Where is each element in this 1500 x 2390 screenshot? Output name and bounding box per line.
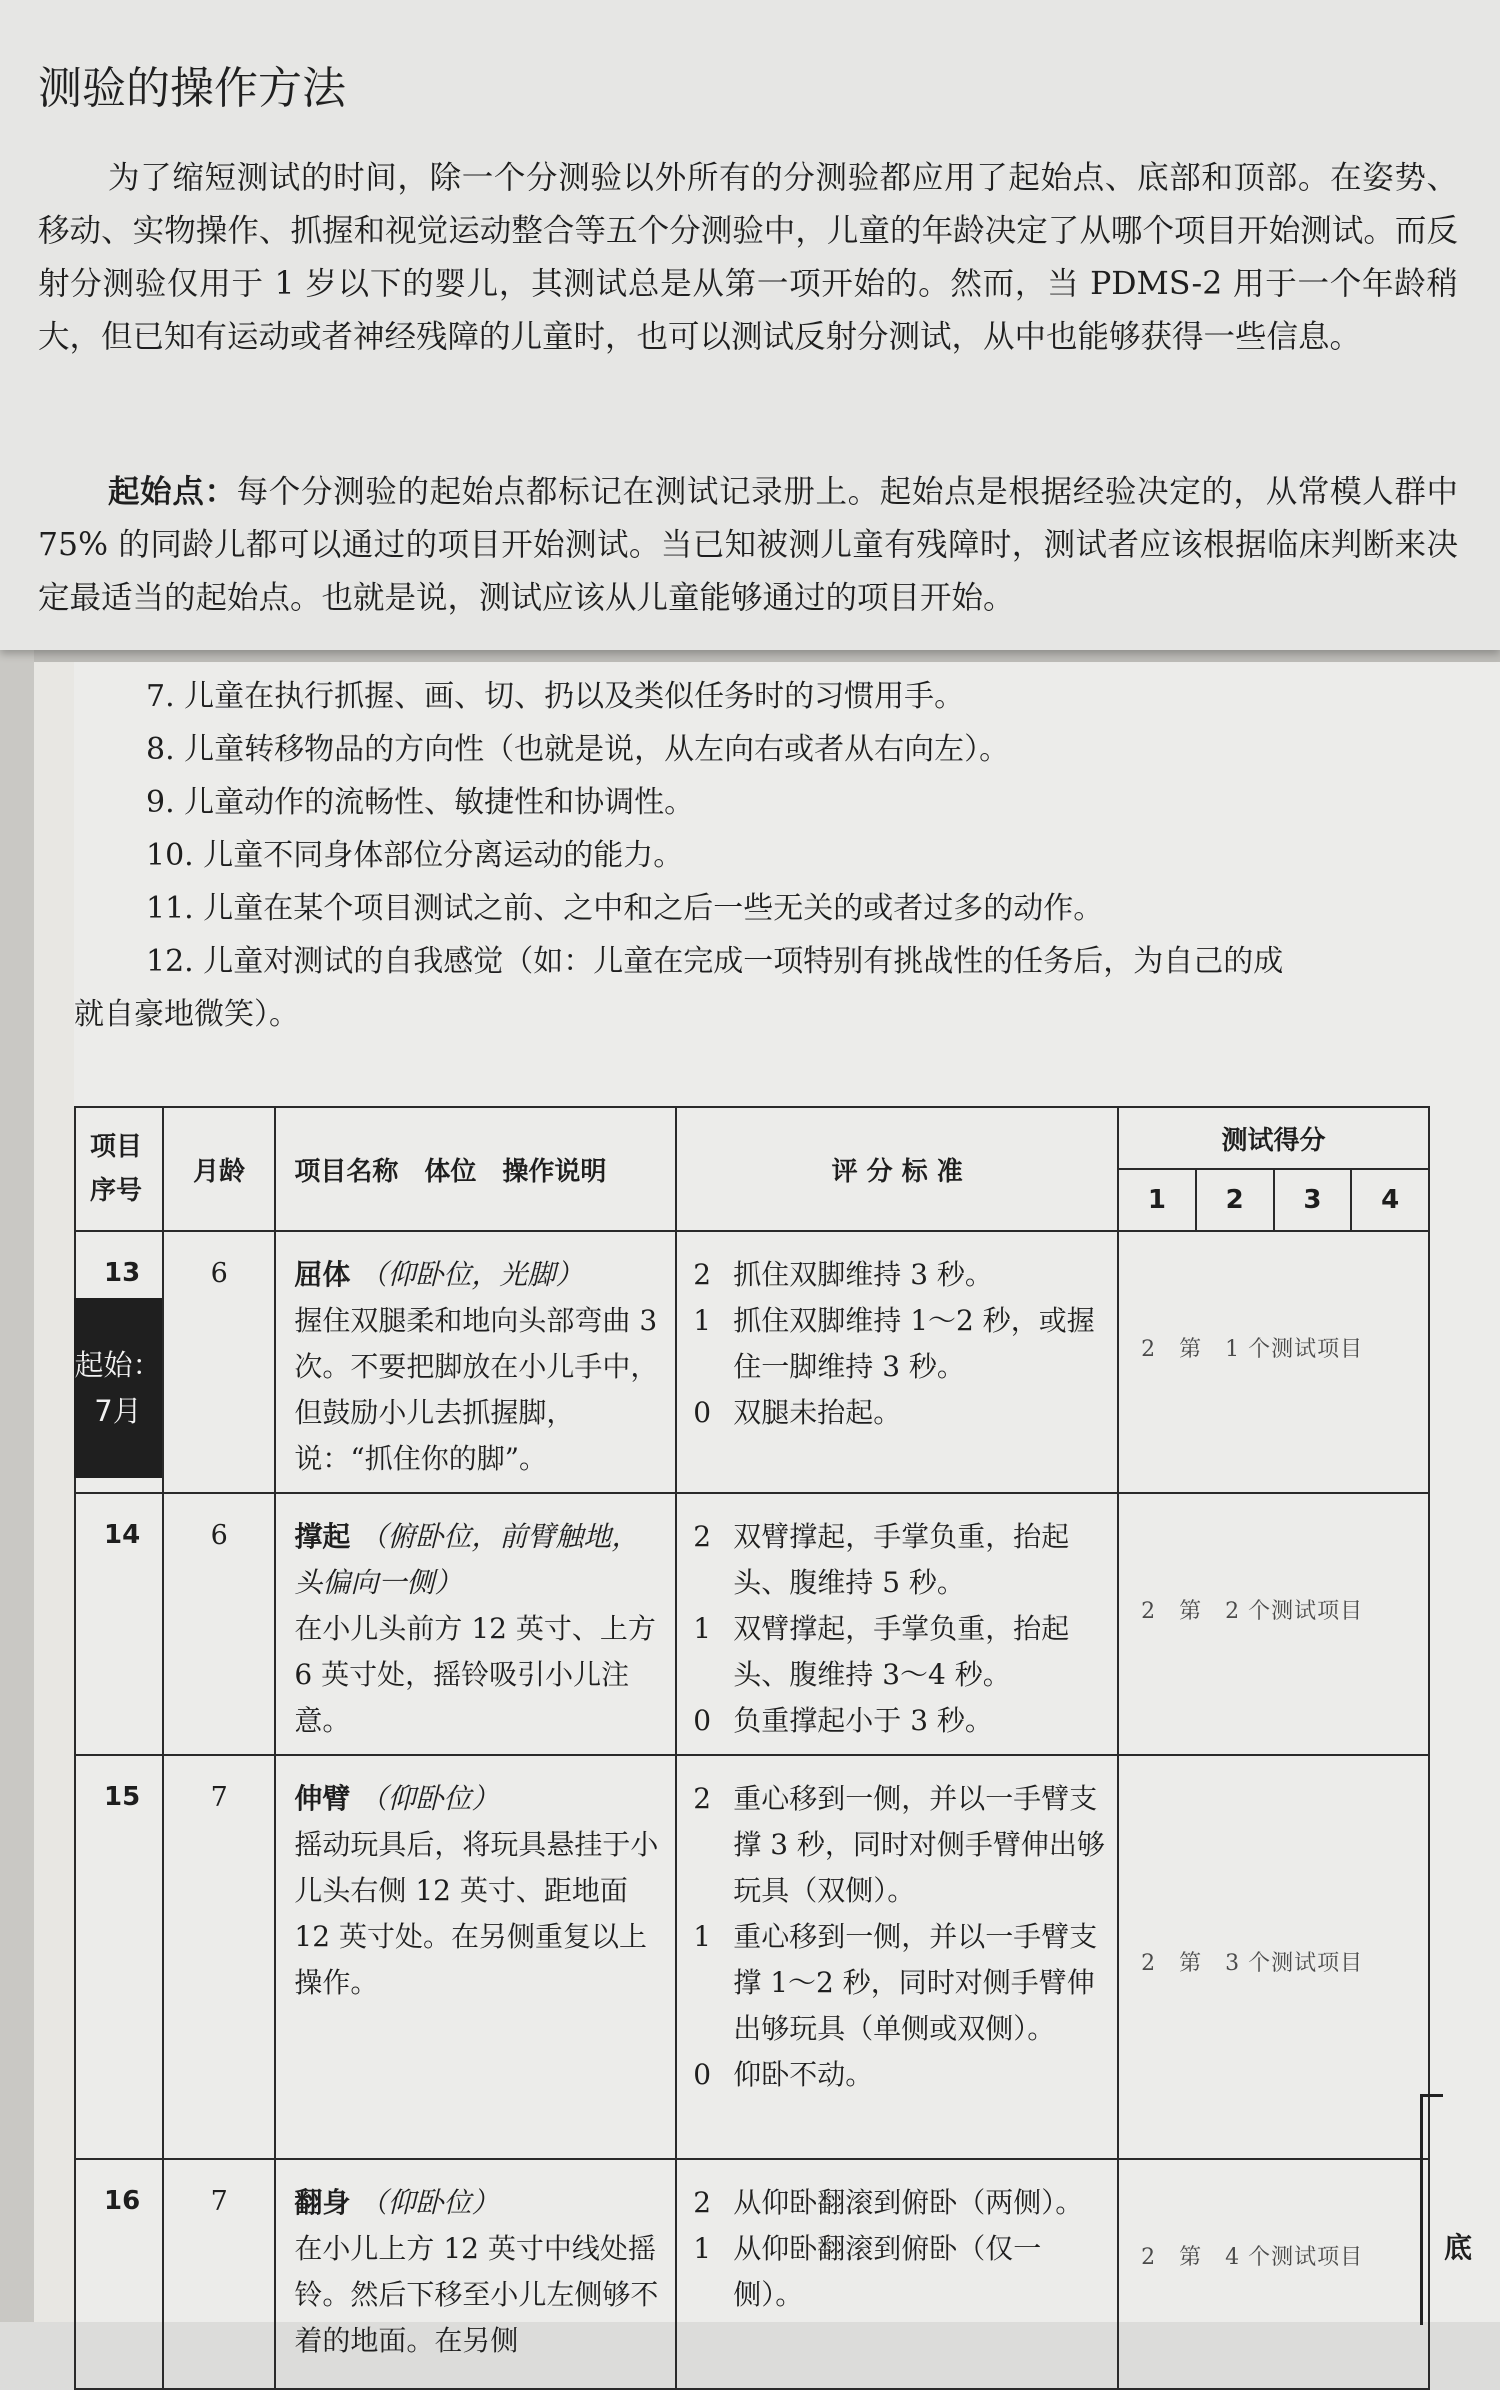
criteria-text: 抓住双脚维持 1～2 秒，或握住一脚维持 3 秒。: [733, 1304, 1095, 1383]
criteria-score: 2: [693, 1520, 712, 1553]
handwritten-note: 2 第 3 个测试项目: [1141, 1951, 1364, 1976]
list-item-continuation-text: 就自豪地微笑）。: [74, 997, 299, 1032]
observation-list: [74, 670, 1500, 1041]
criteria-score: 0: [693, 2058, 712, 2091]
header-criteria: 评 分 标 准: [676, 1107, 1118, 1231]
criteria-score: 2: [693, 1782, 712, 1815]
list-item-continuation: [74, 988, 1500, 1041]
start-badge: [74, 1298, 162, 1478]
start-badge-line2: 7月: [94, 1394, 142, 1428]
criteria-text: 抓住双脚维持 3 秒。: [733, 1258, 993, 1291]
item-number: 15: [104, 1782, 141, 1812]
handwritten-note: 2 第 1 个测试项目: [1141, 1337, 1364, 1362]
description-cell: [275, 1231, 676, 1493]
item-number: 14: [104, 1520, 141, 1550]
criteria-text: 从仰卧翻滚到俯卧（两侧）。: [733, 2186, 1084, 2219]
table-row: [75, 1755, 1429, 2159]
list-item: 8. 儿童转移物品的方向性（也就是说，从左向右或者从右向左）。: [146, 732, 1010, 767]
item-number: 13: [104, 1258, 141, 1288]
description-cell: [275, 1755, 676, 2159]
page-edge-lower: [34, 660, 75, 2322]
handwritten-note: 2 第 2 个测试项目: [1141, 1599, 1364, 1624]
score-cell[interactable]: [1118, 1493, 1429, 1755]
criteria-score: 1: [693, 1920, 712, 1953]
criteria-score: 1: [693, 2232, 712, 2265]
criteria-text: 双臂撑起，手掌负重，抬起头、腹维持 5 秒。: [733, 1520, 1070, 1599]
header-item-no-line1: 项目: [90, 1132, 143, 1162]
header-score-4: 4: [1351, 1169, 1429, 1231]
item-position: （俯卧位，前臂触地，头偏向一侧）: [294, 1520, 640, 1599]
criteria-text: 仰卧不动。: [733, 2058, 874, 2091]
item-instructions: 握住双腿柔和地向头部弯曲 3 次。不要把脚放在小儿手中，但鼓励小儿去抓握脚，说：“抓住你的脚”。: [294, 1304, 659, 1475]
description-cell: [275, 1493, 676, 1755]
item-number: 16: [104, 2186, 141, 2216]
header-score-1: 1: [1118, 1169, 1196, 1231]
age-cell: 7: [163, 1755, 275, 2159]
item-position: （仰卧位，光脚）: [359, 1258, 584, 1291]
criteria-text: 从仰卧翻滚到俯卧（仅一侧）。: [733, 2232, 1042, 2311]
header-item-no-line2: 序号: [90, 1176, 143, 1206]
criteria-text: 重心移到一侧，并以一手臂支撑 3 秒，同时对侧手臂伸出够玩具（双侧）。: [733, 1782, 1105, 1907]
header-item-no: [75, 1107, 163, 1231]
criteria-text: 负重撑起小于 3 秒。: [733, 1704, 993, 1737]
table-row: [75, 1231, 1429, 1493]
score-cell[interactable]: [1118, 1231, 1429, 1493]
handwritten-note: 2 第 4 个测试项目: [1141, 2245, 1364, 2270]
item-instructions: 摇动玩具后，将玩具悬挂于小儿头右侧 12 英寸、距地面 12 英寸处。在另侧重复以上操作。: [294, 1828, 659, 1999]
criteria-score: 2: [693, 1258, 712, 1291]
item-instructions: 在小儿上方 12 英寸中线处摇铃。然后下移至小儿左侧够不着的地面。在另侧: [294, 2232, 659, 2357]
age-cell: 6: [163, 1231, 275, 1493]
list-item: 9. 儿童动作的流畅性、敏捷性和协调性。: [146, 785, 695, 820]
header-description: 项目名称 体位 操作说明: [275, 1107, 676, 1231]
header-scores: 测试得分: [1118, 1107, 1429, 1169]
list-item: 12. 儿童对测试的自我感觉（如：儿童在完成一项特别有挑战性的任务后，为自己的成: [146, 944, 1284, 979]
score-cell[interactable]: [1118, 2159, 1429, 2389]
start-badge-line1: 起始：: [74, 1348, 162, 1382]
section-title: 测验的操作方法: [38, 63, 346, 114]
criteria-score: 1: [693, 1612, 712, 1645]
item-position: （仰卧位）: [359, 1782, 500, 1815]
header-score-2: 2: [1196, 1169, 1274, 1231]
table-row: [75, 2159, 1429, 2389]
table-row: [75, 1493, 1429, 1755]
page-overlap-shadow: [34, 648, 1500, 662]
list-item: 7. 儿童在执行抓握、画、切、扔以及类似任务时的习惯用手。: [146, 679, 965, 714]
criteria-text: 重心移到一侧，并以一手臂支撑 1～2 秒，同时对侧手臂伸出够玩具（单侧或双侧）。: [733, 1920, 1098, 2045]
item-number-cell: [75, 1493, 163, 1755]
list-item: 11. 儿童在某个项目测试之前、之中和之后一些无关的或者过多的动作。: [146, 891, 1104, 926]
side-bracket: [1420, 2094, 1443, 2325]
age-cell: 7: [163, 2159, 275, 2389]
header-score-3: 3: [1274, 1169, 1352, 1231]
criteria-cell: [676, 1231, 1118, 1493]
description-cell: [275, 2159, 676, 2389]
item-instructions: 在小儿头前方 12 英寸、上方 6 英寸处，摇铃吸引小儿注意。: [294, 1612, 656, 1737]
criteria-score: 0: [693, 1396, 712, 1429]
item-position: （仰卧位）: [359, 2186, 500, 2219]
item-name: 翻身: [294, 2186, 351, 2219]
item-number-cell: [75, 1231, 163, 1493]
list-item: 10. 儿童不同身体部位分离运动的能力。: [146, 838, 684, 873]
start-point-lead: 起始点：: [108, 474, 237, 510]
item-number-cell: [75, 1755, 163, 2159]
top-overlay-page: [0, 0, 1500, 650]
test-items-table: [74, 1106, 1430, 2390]
criteria-cell: [676, 1493, 1118, 1755]
item-name: 屈体: [294, 1258, 351, 1291]
criteria-score: 0: [693, 1704, 712, 1737]
start-point-text: 每个分测验的起始点都标记在测试记录册上。起始点是根据经验决定的，从常模人群中 75% 的同龄儿都可以通过的项目开始测试。当已知被测儿童有残障时，测试者应该根据临床判断来决定最适当的起始点。也就是说，测试应该从儿童能够通过的项目开始。: [38, 474, 1458, 616]
item-name: 撑起: [294, 1520, 351, 1553]
start-point-paragraph: [38, 466, 1458, 625]
intro-paragraph: 为了缩短测试的时间，除一个分测验以外所有的分测验都应用了起始点、底部和顶部。在姿势、移动、实物操作、抓握和视觉运动整合等五个分测验中，儿童的年龄决定了从哪个项目开始测试。而反射分测验仅用于 1 岁以下的婴儿，其测试总是从第一项开始的。然而，当 PDMS-2 用于一个年龄稍大，但已知有运动或者神经残障的儿童时，也可以测试反射分测试，从中也能够获得一些信息。: [38, 160, 1458, 355]
criteria-score: 2: [693, 2186, 712, 2219]
criteria-text: 双腿未抬起。: [733, 1396, 902, 1429]
header-age: 月龄: [163, 1107, 275, 1231]
criteria-cell: [676, 1755, 1118, 2159]
side-label: 底: [1444, 2231, 1473, 2264]
criteria-text: 双臂撑起，手掌负重，抬起头、腹维持 3～4 秒。: [733, 1612, 1070, 1691]
score-cell[interactable]: [1118, 1755, 1429, 2159]
age-cell: 6: [163, 1493, 275, 1755]
item-name: 伸臂: [294, 1782, 351, 1815]
item-number-cell: [75, 2159, 163, 2389]
criteria-cell: [676, 2159, 1118, 2389]
criteria-score: 1: [693, 1304, 712, 1337]
